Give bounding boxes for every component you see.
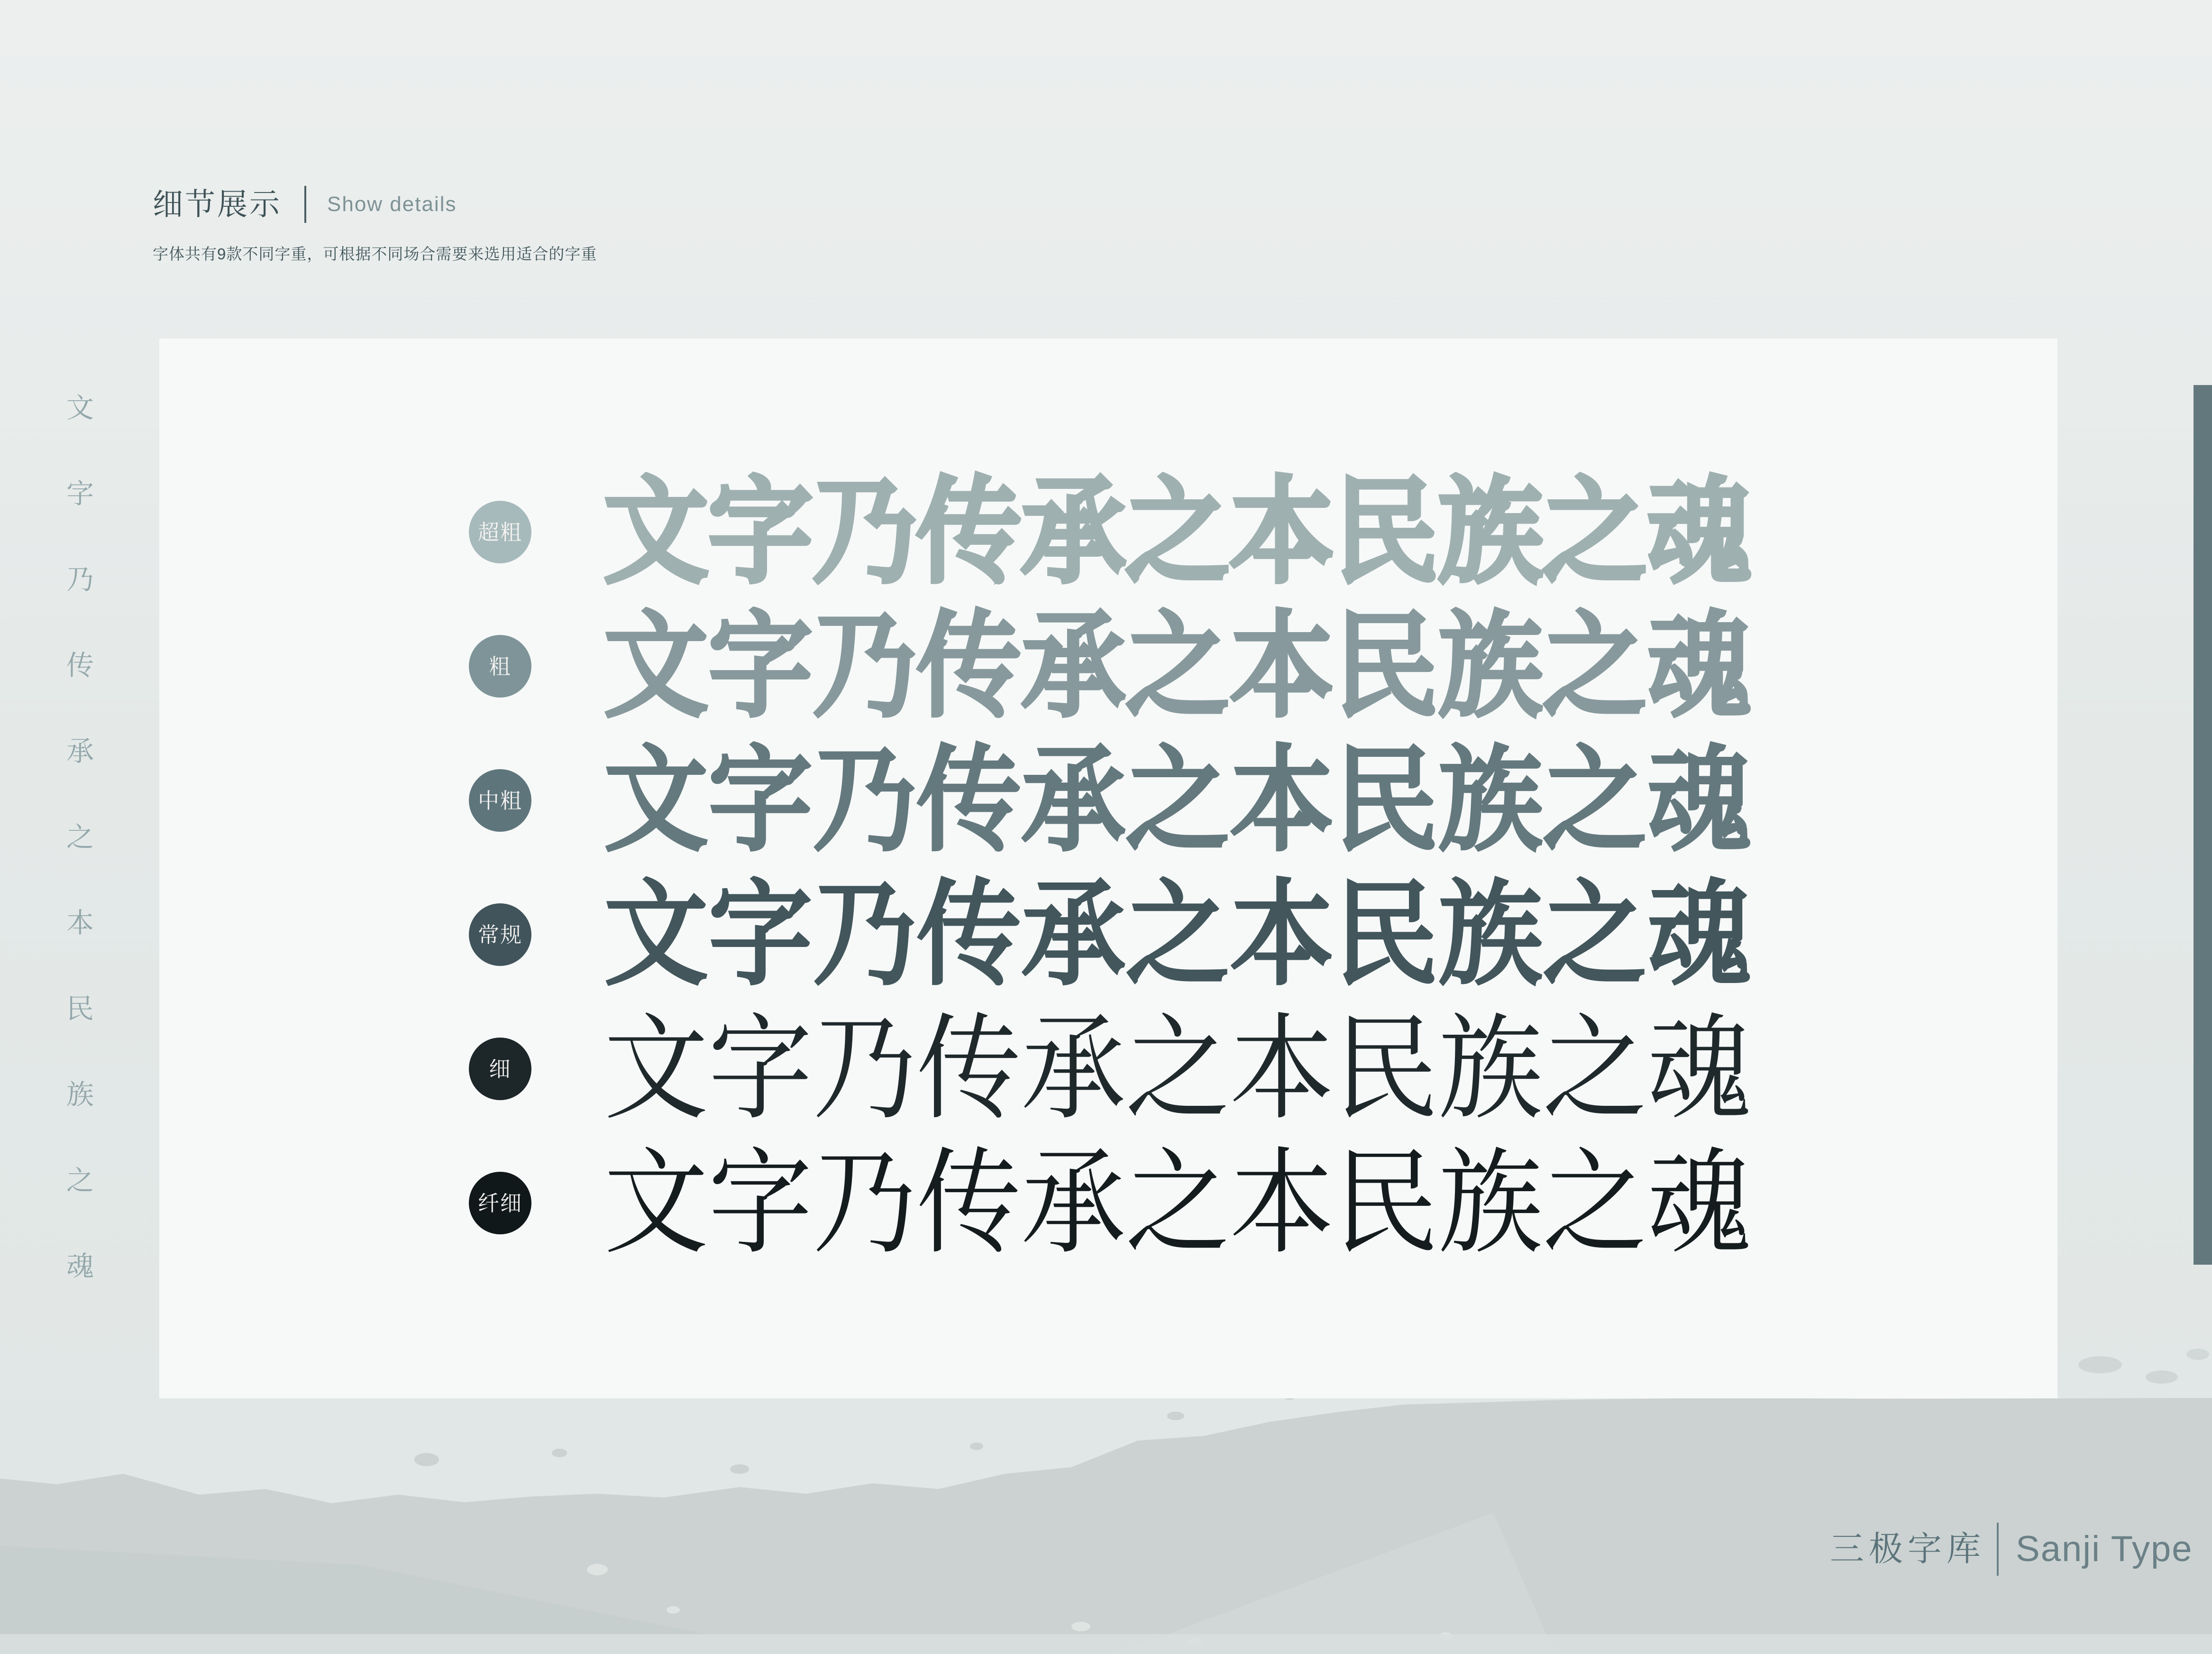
vertical-slogan-char: 本 — [66, 908, 94, 938]
weight-row — [159, 1004, 2057, 1133]
specimen-text: 文字乃传承之本民族之魂 — [604, 870, 1752, 999]
section-subtitle: 字体共有9款不同字重，可根据不同场合需要来选用适合的字重 — [153, 245, 597, 263]
vertical-slogan-char: 魂 — [66, 1251, 94, 1282]
vertical-slogan-char: 乃 — [66, 564, 94, 595]
weight-badge: 中粗 — [469, 769, 531, 832]
section-title-cn: 细节展示 — [153, 187, 282, 221]
right-accent-bar — [2194, 385, 2212, 1265]
brand-name-cn: 三极字库 — [1830, 1530, 1986, 1568]
specimen-text: 文字乃传承之本民族之魂 — [604, 1004, 1752, 1133]
weight-row — [159, 736, 2057, 865]
vertical-slogan-char: 之 — [66, 1165, 94, 1196]
section-title-line — [153, 186, 457, 223]
brand-footer — [1830, 1514, 2193, 1585]
specimen-card — [159, 339, 2057, 1398]
vertical-slogan-char: 民 — [66, 993, 94, 1024]
brand-name-en: Sanji Type — [2016, 1529, 2193, 1569]
vertical-slogan-char: 族 — [66, 1079, 94, 1110]
vertical-slogan-char: 字 — [66, 478, 94, 509]
specimen-text: 文字乃传承之本民族之魂 — [604, 602, 1752, 731]
specimen-text: 文字乃传承之本民族之魂 — [604, 736, 1752, 865]
weight-badge: 细 — [469, 1038, 531, 1100]
section-title-en: Show details — [327, 193, 457, 216]
vertical-slogan — [66, 395, 94, 1280]
weight-badge: 常规 — [469, 903, 531, 966]
title-divider — [304, 186, 306, 223]
vertical-slogan-char: 传 — [66, 650, 94, 681]
brand-divider — [1997, 1523, 1999, 1576]
header — [153, 186, 597, 263]
specimen-text: 文字乃传承之本民族之魂 — [604, 468, 1752, 597]
weight-badge: 粗 — [469, 635, 531, 698]
specimen-text: 文字乃传承之本民族之魂 — [604, 1139, 1752, 1268]
weight-row — [159, 602, 2057, 731]
weight-row — [159, 468, 2057, 597]
vertical-slogan-char: 之 — [66, 822, 94, 853]
vertical-slogan-char: 文 — [66, 393, 94, 423]
weight-row — [159, 870, 2057, 999]
weight-badge: 纤细 — [469, 1172, 531, 1234]
weight-badge: 超粗 — [469, 501, 531, 563]
vertical-slogan-char: 承 — [66, 736, 94, 767]
weight-row — [159, 1139, 2057, 1268]
